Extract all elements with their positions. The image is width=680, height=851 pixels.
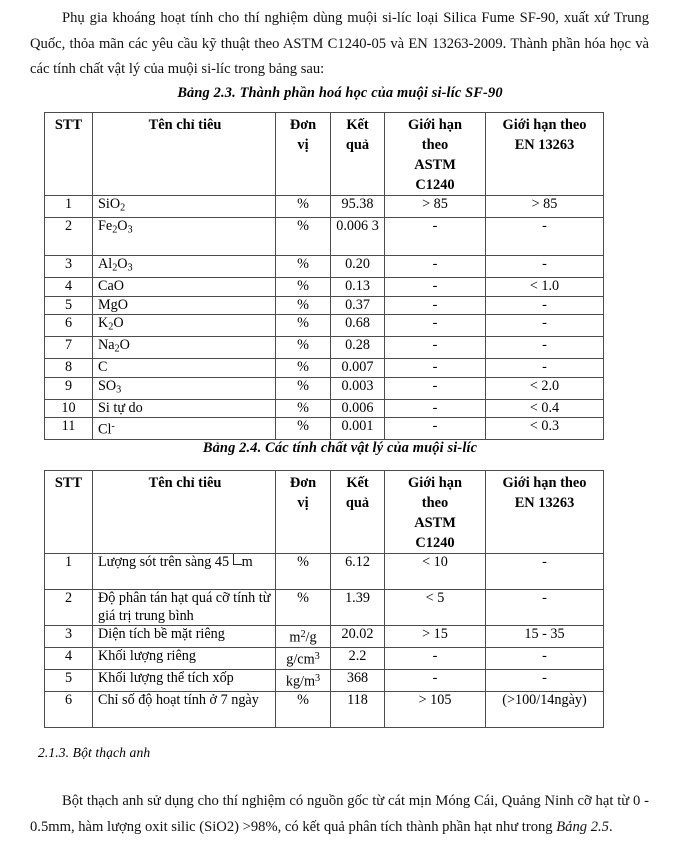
table-row [45, 377, 604, 399]
cell-result: 0.001 [331, 418, 385, 440]
cell-en-limit: - [486, 296, 604, 315]
table-1-body [45, 196, 604, 440]
section-heading-213: 2.1.3. Bột thạch anh [38, 745, 151, 760]
formula-subscript: 2 [114, 343, 120, 355]
unit-superscript: 3 [315, 673, 321, 685]
cell-result: 118 [331, 692, 385, 728]
cell-indicator-name: Si tự do [93, 399, 276, 418]
cell-result: 95.38 [331, 196, 385, 218]
cell-stt: 3 [45, 256, 93, 278]
cell-astm-limit: - [385, 278, 486, 297]
cell-result: 0.20 [331, 256, 385, 278]
cell-astm-limit: - [385, 377, 486, 399]
cell-en-limit: < 0.3 [486, 418, 604, 440]
cell-result: 20.02 [331, 626, 385, 648]
cell-unit: % [276, 315, 331, 337]
cell-result: 1.39 [331, 590, 385, 626]
header-unit-line2: vị [297, 495, 309, 511]
header-result [331, 471, 385, 554]
cell-en-limit: 15 - 35 [486, 626, 604, 648]
cell-indicator-name: $Al_2O_3$ [93, 256, 276, 278]
table-header-row [45, 113, 604, 196]
cell-en-limit: - [486, 218, 604, 256]
cell-astm-limit: - [385, 218, 486, 256]
cell-indicator-name: $Fe_2O_3$ [93, 218, 276, 256]
cell-indicator-name: Độ phân tán hạt quá cỡ tính từ giá trị trung bình [93, 590, 276, 626]
cell-unit: % [276, 337, 331, 359]
cell-indicator-name: $K_2O$ [93, 315, 276, 337]
cell-result: 2.2 [331, 648, 385, 670]
cell-result: 0.28 [331, 337, 385, 359]
closing-paragraph-period: . [608, 818, 613, 835]
cell-indicator-name: CaO [93, 278, 276, 297]
cell-stt: 5 [45, 296, 93, 315]
table-row [45, 670, 604, 692]
cell-en-limit: - [486, 359, 604, 378]
table-1-caption: Bảng 2.3. Thành phần hoá học của muội si-líc SF-90 [177, 85, 503, 101]
header-en-limit [486, 471, 604, 554]
header-result-line1: Kết [346, 117, 369, 133]
formula-subscript: 3 [127, 262, 133, 274]
cell-astm-limit: < 10 [385, 554, 486, 590]
cell-indicator-name: Khối lượng riêng [93, 648, 276, 670]
cell-stt: 6 [45, 315, 93, 337]
cell-en-limit: < 0.4 [486, 399, 604, 418]
cell-stt: 1 [45, 196, 93, 218]
cell-astm-limit: - [385, 315, 486, 337]
cell-result: 0.68 [331, 315, 385, 337]
header-en-line2: EN 13263 [514, 137, 575, 153]
cell-unit: $m^2/g$ [276, 626, 331, 648]
cell-result: 0.003 [331, 377, 385, 399]
table-row [45, 218, 604, 256]
table-row [45, 554, 604, 590]
cell-result: 368 [331, 670, 385, 692]
header-result-line1: Kết [346, 475, 369, 491]
header-en-line1: Giới hạn theo [502, 117, 587, 133]
cell-astm-limit: - [385, 256, 486, 278]
cell-result: 0.37 [331, 296, 385, 315]
cell-unit: % [276, 418, 331, 440]
table-row [45, 278, 604, 297]
table-row [45, 315, 604, 337]
chemical-composition-table [44, 112, 604, 440]
cell-indicator-name: Cl- [93, 418, 276, 440]
cell-stt: 4 [45, 278, 93, 297]
cell-stt: 9 [45, 377, 93, 399]
cell-astm-limit: - [385, 399, 486, 418]
closing-paragraph-text: Bột thạch anh sử dụng cho thí nghiệm có nguồn gốc từ cát mịn Móng Cái, Quảng Ninh cỡ hạt từ 0 - 0.5mm, hàm lượng oxit silic (SiO2) >98%, có kết quả phân tích thành phần hạt như trong [30, 793, 649, 835]
table-row [45, 626, 604, 648]
formula-subscript: 2 [108, 321, 114, 333]
header-astm-line3: ASTM [414, 157, 456, 173]
cell-stt: 11 [45, 418, 93, 440]
cell-indicator-name: $Na_2O$ [93, 337, 276, 359]
cell-stt: 6 [45, 692, 93, 728]
cell-en-limit: > 85 [486, 196, 604, 218]
cell-astm-limit: - [385, 359, 486, 378]
header-astm-line3: ASTM [414, 515, 456, 531]
cell-unit: % [276, 196, 331, 218]
header-name: Tên chỉ tiêu [93, 471, 276, 554]
header-result-line2: quả [345, 495, 370, 511]
missing-glyph-icon [233, 554, 242, 565]
cell-en-limit: - [486, 648, 604, 670]
cell-indicator-name: SiO$_2$ [93, 196, 276, 218]
cell-astm-limit: > 105 [385, 692, 486, 728]
cell-unit: % [276, 218, 331, 256]
cell-result: 0.007 [331, 359, 385, 378]
cell-indicator-name: Diện tích bề mặt riêng [93, 626, 276, 648]
cell-unit: % [276, 590, 331, 626]
cell-en-limit: - [486, 554, 604, 590]
cell-unit: $g/cm^3$ [276, 648, 331, 670]
table-row [45, 692, 604, 728]
cell-astm-limit: - [385, 670, 486, 692]
cell-astm-limit: > 85 [385, 196, 486, 218]
cell-stt: 8 [45, 359, 93, 378]
cell-astm-limit: - [385, 296, 486, 315]
formula-subscript: 2 [120, 202, 126, 214]
table-row [45, 590, 604, 626]
cell-unit: % [276, 359, 331, 378]
cell-unit: % [276, 554, 331, 590]
unit-superscript: 2 [300, 629, 306, 640]
cell-en-limit: < 2.0 [486, 377, 604, 399]
cell-indicator-name: Khối lượng thể tích xốp [93, 670, 276, 692]
table-2-caption: Bảng 2.4. Các tính chất vật lý của muội si-líc [202, 440, 478, 456]
cell-stt: 1 [45, 554, 93, 590]
formula-subscript: 2 [112, 262, 118, 274]
cell-stt: 10 [45, 399, 93, 418]
cell-unit: % [276, 278, 331, 297]
cell-indicator-name: Chỉ số độ hoạt tính ở 7 ngày [93, 692, 276, 728]
cell-unit: % [276, 377, 331, 399]
formula-superscript: - [111, 421, 115, 433]
cell-stt: 7 [45, 337, 93, 359]
closing-paragraph-reference: Bảng 2.5 [556, 818, 609, 835]
header-astm-line2: theo [421, 137, 449, 153]
cell-stt: 5 [45, 670, 93, 692]
header-result [331, 113, 385, 196]
table-2-body [45, 554, 604, 728]
cell-astm-limit: - [385, 418, 486, 440]
cell-unit: % [276, 256, 331, 278]
formula-subscript: 3 [116, 384, 122, 396]
cell-result: 0.006 3 [331, 218, 385, 256]
header-astm-line2: theo [421, 495, 449, 511]
header-stt: STT [45, 471, 93, 554]
cell-en-limit: (>100/14ngày) [486, 692, 604, 728]
header-en-line2: EN 13263 [514, 495, 575, 511]
header-unit [276, 113, 331, 196]
cell-stt: 2 [45, 218, 93, 256]
header-en-line1: Giới hạn theo [502, 475, 587, 491]
header-astm-limit [385, 471, 486, 554]
cell-en-limit: - [486, 590, 604, 626]
cell-unit: % [276, 399, 331, 418]
cell-result: 6.12 [331, 554, 385, 590]
cell-stt: 3 [45, 626, 93, 648]
cell-unit: % [276, 296, 331, 315]
cell-en-limit: - [486, 670, 604, 692]
table-header-row [45, 471, 604, 554]
closing-paragraph [30, 789, 649, 840]
header-result-line2: quả [345, 137, 370, 153]
cell-indicator-name: $SO_3$ [93, 377, 276, 399]
table-row [45, 337, 604, 359]
cell-indicator-name: C [93, 359, 276, 378]
cell-en-limit: - [486, 256, 604, 278]
physical-properties-table [44, 470, 604, 728]
header-unit-line1: Đơn [289, 117, 317, 133]
table-row [45, 196, 604, 218]
cell-stt: 2 [45, 590, 93, 626]
cell-indicator-name: MgO [93, 296, 276, 315]
header-astm-line1: Giới hạn [408, 475, 462, 491]
cell-astm-limit: < 5 [385, 590, 486, 626]
formula-subscript: 3 [127, 224, 133, 236]
header-unit-line2: vị [297, 137, 309, 153]
header-stt: STT [45, 113, 93, 196]
cell-result: 0.006 [331, 399, 385, 418]
table-row [45, 256, 604, 278]
cell-astm-limit: > 15 [385, 626, 486, 648]
cell-astm-limit: - [385, 648, 486, 670]
cell-stt: 4 [45, 648, 93, 670]
cell-unit: % [276, 692, 331, 728]
cell-result: 0.13 [331, 278, 385, 297]
header-name: Tên chỉ tiêu [93, 113, 276, 196]
table-row [45, 648, 604, 670]
header-astm-limit [385, 113, 486, 196]
table-row [45, 399, 604, 418]
cell-en-limit: - [486, 315, 604, 337]
header-astm-line4: C1240 [415, 535, 455, 551]
table-row [45, 359, 604, 378]
unit-superscript: 3 [314, 651, 320, 663]
intro-paragraph: Phụ gia khoáng hoạt tính cho thí nghiệm dùng muội si-líc loại Silica Fume SF-90, xuất xứ Trung Quốc, thỏa mãn các yêu cầu kỹ thuật theo ASTM C1240-05 và EN 13263-2009. Thành phần hóa học và các tính chất vật lý của muội si-líc trong bảng sau: [30, 10, 649, 77]
header-astm-line4: C1240 [415, 177, 455, 193]
header-unit [276, 471, 331, 554]
header-astm-line1: Giới hạn [408, 117, 462, 133]
header-unit-line1: Đơn [289, 475, 317, 491]
table-row [45, 418, 604, 440]
cell-unit: $kg/m^3$ [276, 670, 331, 692]
cell-indicator-name: Lượng sót trên sàng 45 m [93, 554, 276, 590]
formula-subscript: 2 [112, 224, 118, 236]
cell-en-limit: - [486, 337, 604, 359]
cell-en-limit: < 1.0 [486, 278, 604, 297]
cell-astm-limit: - [385, 337, 486, 359]
table-row [45, 296, 604, 315]
header-en-limit [486, 113, 604, 196]
